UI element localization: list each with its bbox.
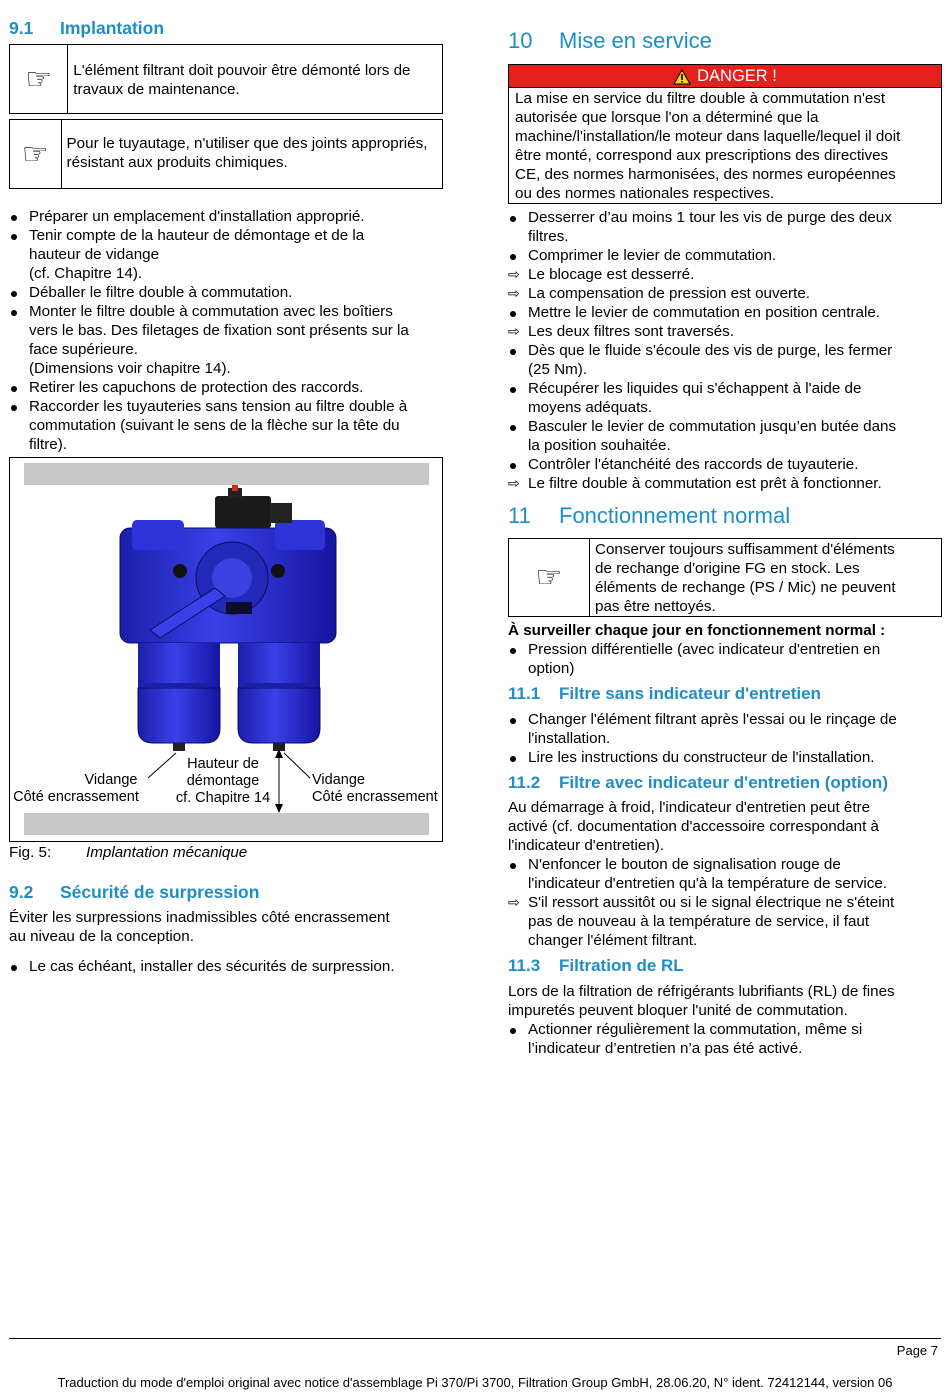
figure-caption: Fig. 5: Implantation mécanique bbox=[9, 844, 248, 861]
list-item-line: commutation (suivant le sens de la flèche sur la tête du bbox=[29, 417, 400, 434]
list-item bbox=[508, 379, 948, 417]
list-item-line: Changer l'élément filtrant après l'essai ou le rinçage de bbox=[528, 711, 897, 728]
daily-monitoring-list bbox=[508, 640, 948, 678]
arrow-right-icon: ⇨ bbox=[508, 285, 520, 301]
list-item bbox=[508, 748, 948, 767]
list-item-line: la position souhaitée. bbox=[528, 437, 671, 454]
list-item-line: Monter le filtre double à commutation avec les boîtiers bbox=[29, 303, 393, 320]
list-item-line: filtre). bbox=[29, 436, 67, 453]
text-line: être monté, correspond aux prescriptions des directives bbox=[515, 147, 889, 164]
installation-steps-list bbox=[9, 207, 449, 454]
list-item-line: Déballer le filtre double à commutation. bbox=[29, 284, 293, 301]
overpressure-list bbox=[9, 957, 449, 976]
list-item bbox=[508, 640, 948, 678]
section-11-heading: 11 Fonctionnement normal bbox=[508, 503, 791, 528]
list-item-line: Actionner régulièrement la commutation, même si bbox=[528, 1021, 863, 1038]
danger-box bbox=[508, 64, 942, 204]
pointing-hand-icon: ☞ bbox=[10, 120, 62, 188]
bullet-icon bbox=[508, 379, 524, 398]
list-item bbox=[508, 455, 948, 474]
list-item-line: La compensation de pression est ouverte. bbox=[528, 285, 810, 302]
coolant-filtration-paragraph: Lors de la filtration de réfrigérants lubrifiants (RL) de fines impuretés peuvent bloquer l'unité de commutation. bbox=[508, 983, 895, 1019]
list-item-line: Pression différentielle (avec indicateur d'entretien en bbox=[528, 641, 881, 658]
section-11-2-heading: 11.2 Filtre avec indicateur d'entretien (option) bbox=[508, 773, 888, 792]
list-item bbox=[508, 303, 948, 322]
danger-header: DANGER ! bbox=[509, 65, 941, 88]
text-line: CE, des normes harmonisées, des normes européennes bbox=[515, 166, 896, 183]
bullet-icon bbox=[508, 1020, 524, 1039]
list-item bbox=[508, 322, 948, 341]
list-item-line: (Dimensions voir chapitre 14). bbox=[29, 360, 231, 377]
text-line: pas être nettoyés. bbox=[595, 598, 716, 615]
list-item-line: Préparer un emplacement d'installation approprié. bbox=[29, 208, 365, 225]
arrow-right-icon: ⇨ bbox=[508, 323, 520, 339]
section-9-1-heading: 9.1 Implantation bbox=[9, 18, 165, 38]
list-item-line: vers le bas. Des filetages de fixation sont présents sur la bbox=[29, 322, 409, 339]
list-item-line: l'indicateur d'entretien qu'à la température de service. bbox=[528, 875, 888, 892]
note-box-spare-parts bbox=[508, 538, 942, 617]
list-item-line: Raccorder les tuyauteries sans tension au filtre double à bbox=[29, 398, 408, 415]
commissioning-steps-list bbox=[508, 208, 948, 493]
list-item bbox=[508, 341, 948, 379]
list-item-line: (25 Nm). bbox=[528, 361, 588, 378]
list-item bbox=[508, 710, 948, 748]
list-item-line: Récupérer les liquides qui s'échappent à l'aide de bbox=[528, 380, 862, 397]
section-9-2-heading: 9.2 Sécurité de surpression bbox=[9, 882, 260, 902]
text-line: autorisée que lorsque l'on a déterminé que la bbox=[515, 109, 819, 126]
list-item bbox=[9, 302, 449, 378]
list-item-line: Les deux filtres sont traversés. bbox=[528, 323, 734, 340]
indicator-cold-start-paragraph: Au démarrage à froid, l'indicateur d'entretien peut être activé (cf. documentation d'accessoire correspondant à l'indicateur d'entretien). bbox=[508, 799, 879, 854]
text-line: de rechange d'origine FG en stock. Les bbox=[595, 560, 860, 577]
section-11-3-heading: 11.3 Filtration de RL bbox=[508, 956, 684, 975]
list-item bbox=[508, 893, 948, 950]
text-line: éléments de rechange (PS / Mic) ne peuvent bbox=[595, 579, 896, 596]
filter-with-indicator-list bbox=[508, 855, 948, 950]
bullet-icon bbox=[508, 303, 524, 322]
bullet-icon bbox=[508, 855, 524, 874]
pointing-hand-icon: ☞ bbox=[10, 45, 68, 113]
bullet-icon bbox=[508, 246, 524, 265]
bullet-icon bbox=[508, 455, 524, 474]
arrow-right-icon: ⇨ bbox=[508, 894, 520, 910]
coolant-filtration-list bbox=[508, 1020, 948, 1058]
list-item-line: Basculer le levier de commutation jusqu’en butée dans bbox=[528, 418, 897, 435]
bullet-icon bbox=[9, 378, 25, 397]
list-item bbox=[508, 208, 948, 246]
filter-without-indicator-list bbox=[508, 710, 948, 767]
list-item-line: Le filtre double à commutation est prêt à fonctionner. bbox=[528, 475, 882, 492]
list-item-line: Le blocage est desserré. bbox=[528, 266, 695, 283]
list-item-line: face supérieure. bbox=[29, 341, 138, 358]
note-box-maintenance: ☞ L'élément filtrant doit pouvoir être démonté lors de travaux de maintenance. bbox=[9, 44, 443, 114]
arrow-right-icon: ⇨ bbox=[508, 266, 520, 282]
list-item-line: Comprimer le levier de commutation. bbox=[528, 247, 777, 264]
bullet-icon bbox=[508, 208, 524, 227]
list-item-line: Mettre le levier de commutation en position centrale. bbox=[528, 304, 881, 321]
list-item-line: option) bbox=[528, 660, 575, 677]
label-drain-left: Vidange bbox=[84, 772, 138, 788]
list-item-line: Retirer les capuchons de protection des raccords. bbox=[29, 379, 364, 396]
section-10-heading: 10 Mise en service bbox=[508, 28, 712, 53]
bullet-icon bbox=[508, 417, 524, 436]
list-item bbox=[508, 265, 948, 284]
list-item bbox=[508, 1020, 948, 1058]
bullet-icon bbox=[9, 226, 25, 245]
list-item-line: hauteur de vidange bbox=[29, 246, 160, 263]
warning-triangle-icon bbox=[673, 69, 691, 85]
bullet-icon bbox=[508, 341, 524, 360]
note-box-piping: ☞ Pour le tuyautage, n'utiliser que des joints appropriés, résistant aux produits chimiques. bbox=[9, 119, 443, 189]
list-item bbox=[9, 957, 449, 976]
text-line: Conserver toujours suffisamment d'éléments bbox=[595, 541, 895, 558]
list-item bbox=[9, 283, 449, 302]
section-11-1-heading: 11.1 Filtre sans indicateur d'entretien bbox=[508, 684, 821, 703]
bullet-icon bbox=[9, 283, 25, 302]
list-item bbox=[9, 378, 449, 397]
list-item-line: pas de nouveau à la température de service, il faut bbox=[528, 913, 870, 930]
footer-document-reference: Traduction du mode d'emploi original avec notice d'assemblage Pi 370/Pi 3700, Filtration Group GmbH, 28.06.20, N° ident. 72412144, version 06 bbox=[57, 1375, 893, 1390]
footer-rule bbox=[9, 1338, 941, 1339]
list-item-line: moyens adéquats. bbox=[528, 399, 653, 416]
bullet-icon bbox=[9, 207, 25, 226]
bullet-icon bbox=[9, 397, 25, 416]
list-item-line: l'installation. bbox=[528, 730, 611, 747]
list-item-line: Le cas échéant, installer des sécurités de surpression. bbox=[29, 958, 395, 975]
pointing-hand-icon: ☞ bbox=[509, 539, 590, 616]
list-item bbox=[9, 226, 449, 283]
text-line: La mise en service du filtre double à commutation n'est bbox=[515, 90, 886, 107]
danger-text bbox=[509, 88, 941, 203]
list-item bbox=[508, 284, 948, 303]
list-item-line: l’indicateur d’entretien n’a pas été activé. bbox=[528, 1040, 803, 1057]
label-drain-right: Vidange Côté encrassement bbox=[312, 772, 438, 805]
label-removal-height: Hauteur de démontage cf. Chapitre 14 bbox=[175, 756, 271, 806]
bullet-icon bbox=[508, 710, 524, 729]
list-item-line: Tenir compte de la hauteur de démontage et de la bbox=[29, 227, 365, 244]
list-item bbox=[9, 397, 449, 454]
list-item-line: Lire les instructions du constructeur de l'installation. bbox=[528, 749, 875, 766]
list-item-line: filtres. bbox=[528, 228, 569, 245]
list-item bbox=[9, 207, 449, 226]
label-dirty-side-left: Côté encrassement bbox=[13, 789, 139, 805]
text-line: machine/l'installation/le moteur dans laquelle/lequel il doit bbox=[515, 128, 901, 145]
list-item-line: S'il ressort aussitôt ou si le signal électrique ne s'éteint bbox=[528, 894, 895, 911]
arrow-right-icon: ⇨ bbox=[508, 475, 520, 491]
figure-mechanical-installation bbox=[9, 457, 443, 842]
list-item-line: changer l'élément filtrant. bbox=[528, 932, 698, 949]
list-item-line: Dès que le fluide s'écoule des vis de purge, les fermer bbox=[528, 342, 893, 359]
bullet-icon bbox=[508, 748, 524, 767]
list-item-line: Desserrer d’au moins 1 tour les vis de purge des deux bbox=[528, 209, 892, 226]
list-item-line: N'enfoncer le bouton de signalisation rouge de bbox=[528, 856, 841, 873]
list-item-line: (cf. Chapitre 14). bbox=[29, 265, 143, 282]
list-item bbox=[508, 417, 948, 455]
daily-monitoring-title: À surveiller chaque jour en fonctionnement normal : bbox=[508, 622, 886, 639]
bullet-icon bbox=[508, 640, 524, 659]
list-item bbox=[508, 855, 948, 893]
list-item-line: Contrôler l'étanchéité des raccords de tuyauterie. bbox=[528, 456, 859, 473]
page-number: Page 7 bbox=[896, 1343, 938, 1358]
overpressure-paragraph: Éviter les surpressions inadmissibles côté encrassement au niveau de la conception. bbox=[9, 909, 390, 945]
bullet-icon bbox=[9, 957, 25, 976]
text-line: ou des normes nationales respectives. bbox=[515, 185, 775, 202]
list-item bbox=[508, 246, 948, 265]
bullet-icon bbox=[9, 302, 25, 321]
list-item bbox=[508, 474, 948, 493]
